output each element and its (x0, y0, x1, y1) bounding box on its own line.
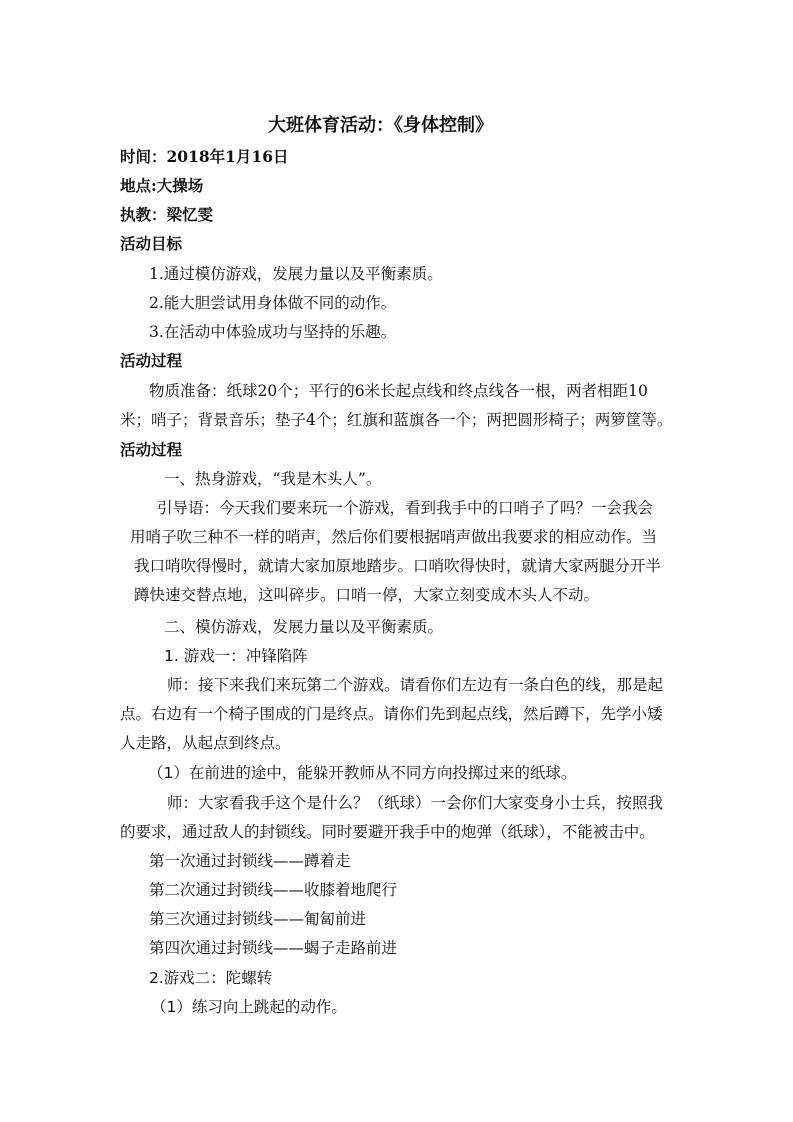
intro-line: 引导语：今天我们要来玩一个游戏，看到我手中的口哨子了吗？一会我会 (157, 499, 654, 517)
info-place: 地点:大操场 (120, 176, 204, 195)
intro-line: 我口哨吹得慢时，就请大家加原地踏步。口哨吹得快时，就请大家两腿分开半 (134, 557, 662, 575)
intro-line: 用哨子吹三种不一样的哨声，然后你们要根据哨声做出我要求的相应动作。当 (130, 528, 658, 546)
round-item: 第三次通过封锁线——匍匐前进 (149, 910, 367, 928)
step1-text: （1）在前进的途中，能躲开教师从不同方向投掷过来的纸球。 (148, 764, 577, 782)
process-heading: 活动过程 (120, 440, 183, 459)
prep-heading: 活动过程 (120, 351, 183, 370)
game1-heading: 1. 游戏一：冲锋陷阵 (164, 647, 308, 665)
round-item: 第一次通过封锁线——蹲着走 (149, 852, 351, 870)
goal-item: 2.能大胆尝试用身体做不同的动作。 (149, 294, 397, 312)
goal-item: 1.通过模仿游戏，发展力量以及平衡素质。 (149, 265, 443, 283)
intro-line: 蹲快速交替点地，这叫碎步。口哨一停，大家立刻变成木头人不动。 (134, 586, 600, 604)
round-item: 第四次通过封锁线——蝎子走路前进 (149, 939, 398, 957)
teacher-line: 师：大家看我手这个是什么？（纸球）一会你们大家变身小士兵，按照我 (167, 794, 664, 812)
game2-heading: 2.游戏二：陀螺转 (149, 969, 273, 987)
section-heading-part1: 一、热身游戏，“我是木头人”。 (164, 470, 382, 488)
section-heading-part2: 二、模仿游戏，发展力量以及平衡素质。 (164, 618, 444, 636)
step2-text: （1）练习向上跳起的动作。 (151, 998, 347, 1016)
prep-line: 物质准备：纸球20个；平行的6米长起点线和终点线各一根，两者相距10 (149, 382, 648, 400)
teacher-line: 点。右边有一个椅子围成的门是终点。请你们先到起点线，然后蹲下，先学小矮 (120, 705, 663, 723)
teacher-line: 师：接下来我们来玩第二个游戏。请看你们左边有一条白色的线，那是起 (167, 676, 664, 694)
round-item: 第二次通过封锁线——收膝着地爬行 (149, 881, 398, 899)
info-teacher: 执教：梁忆雯 (120, 205, 214, 224)
goal-item: 3.在活动中体验成功与坚持的乐趣。 (149, 323, 397, 341)
prep-line: 米；哨子；背景音乐；垫子4个；红旗和蓝旗各一个；两把圆形椅子；两箩筐等。 (120, 411, 673, 429)
teacher-line: 的要求，通过敌人的封锁线。同时要避开我手中的炮弹（纸球），不能被击中。 (120, 823, 655, 841)
teacher-line: 人走路，从起点到终点。 (120, 734, 291, 752)
document-title: 大班体育活动：《身体控制》 (268, 115, 493, 136)
goals-heading: 活动目标 (120, 234, 183, 253)
info-time: 时间：2018年1月16日 (120, 147, 289, 166)
